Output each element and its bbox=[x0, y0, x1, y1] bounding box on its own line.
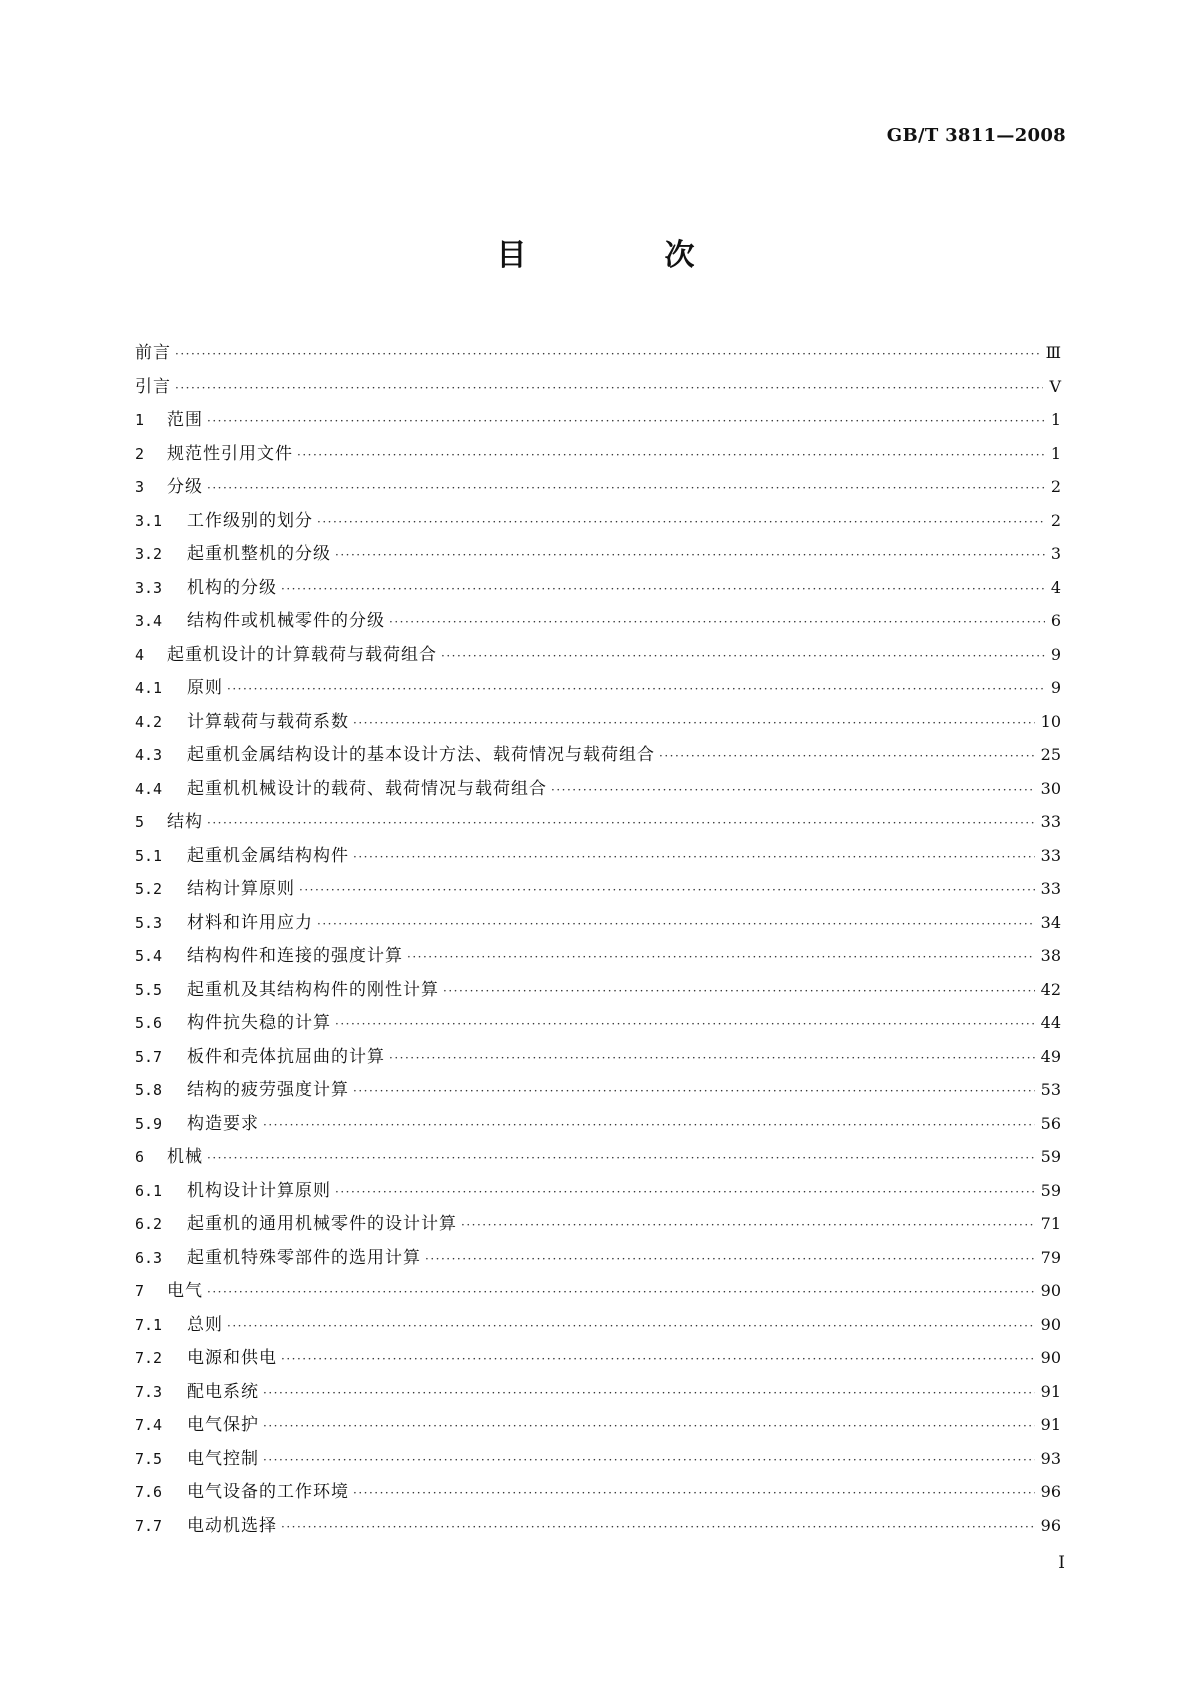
toc-entry[interactable] bbox=[135, 403, 1061, 437]
toc-entry[interactable] bbox=[135, 1442, 1061, 1476]
toc-entry-title: 计算载荷与载荷系数 bbox=[187, 711, 349, 732]
toc-entry-page: 2 bbox=[1050, 477, 1061, 496]
toc-entry[interactable] bbox=[135, 370, 1061, 404]
toc-entry-title: 分级 bbox=[167, 477, 203, 497]
toc-entry[interactable] bbox=[135, 738, 1061, 772]
toc-entry-number: 4.1 bbox=[135, 679, 163, 697]
toc-leader-dots bbox=[353, 1477, 1035, 1511]
toc-entry[interactable] bbox=[135, 705, 1061, 739]
toc-entry-number: 7 bbox=[135, 1282, 145, 1300]
toc-entry-number: 4 bbox=[135, 645, 145, 664]
toc-entry-number: 4.2 bbox=[135, 712, 163, 731]
toc-entry-number: 5.3 bbox=[135, 913, 163, 932]
toc-leader-dots bbox=[659, 740, 1035, 774]
toc-leader-dots bbox=[281, 1511, 1035, 1545]
toc-leader-dots bbox=[335, 1176, 1035, 1210]
toc-entry-number: 7.7 bbox=[135, 1516, 163, 1535]
toc-leader-dots bbox=[281, 1343, 1035, 1377]
toc-entry-page: 79 bbox=[1040, 1247, 1061, 1267]
toc-entry-title: 配电系统 bbox=[187, 1381, 259, 1402]
toc-entry-page: 90 bbox=[1040, 1314, 1061, 1334]
toc-entry-page: 59 bbox=[1040, 1147, 1061, 1166]
toc-leader-dots bbox=[263, 1410, 1035, 1444]
toc-entry-title: 结构构件和连接的强度计算 bbox=[187, 946, 403, 966]
toc-entry[interactable] bbox=[135, 939, 1061, 973]
toc-entry-page: 34 bbox=[1040, 912, 1061, 932]
toc-entry[interactable] bbox=[135, 839, 1061, 873]
toc-entry-number: 7.3 bbox=[135, 1382, 163, 1401]
toc-entry[interactable] bbox=[135, 872, 1061, 906]
toc-entry-title: 电源和供电 bbox=[187, 1348, 277, 1368]
toc-entry-page: 3 bbox=[1050, 544, 1061, 563]
toc-leader-dots bbox=[425, 1243, 1035, 1277]
toc-entry-page: 6 bbox=[1050, 611, 1061, 630]
toc-entry-page: 96 bbox=[1040, 1482, 1061, 1501]
toc-entry[interactable] bbox=[135, 1073, 1061, 1107]
toc-entry[interactable] bbox=[135, 470, 1061, 504]
toc-entry-page: Ⅴ bbox=[1049, 376, 1061, 396]
toc-leader-dots bbox=[317, 908, 1035, 942]
toc-entry-number: 5.5 bbox=[135, 980, 163, 999]
toc-entry[interactable] bbox=[135, 1308, 1061, 1342]
toc-entry[interactable] bbox=[135, 1207, 1061, 1241]
toc-entry-page: 91 bbox=[1040, 1381, 1061, 1401]
toc-entry[interactable] bbox=[135, 1040, 1061, 1074]
toc-leader-dots bbox=[335, 539, 1045, 573]
toc-entry-title: 机械 bbox=[167, 1147, 203, 1167]
toc-entry-title: 电气 bbox=[167, 1281, 203, 1301]
toc-entry-title: 总则 bbox=[187, 1314, 223, 1335]
toc-entry-page: 9 bbox=[1050, 644, 1061, 664]
toc-entry-page: 10 bbox=[1040, 711, 1061, 731]
toc-entry-title: 结构 bbox=[167, 812, 203, 832]
toc-leader-dots bbox=[207, 1276, 1035, 1310]
toc-leader-dots bbox=[263, 1377, 1035, 1411]
toc-leader-dots bbox=[207, 405, 1045, 439]
toc-leader-dots bbox=[263, 1109, 1035, 1143]
toc-entry-title: 起重机金属结构构件 bbox=[187, 845, 349, 866]
toc-entry-page: 1 bbox=[1050, 443, 1061, 463]
toc-entry-page: Ⅲ bbox=[1045, 343, 1061, 362]
toc-entry[interactable] bbox=[135, 1107, 1061, 1141]
toc-entry-page: 90 bbox=[1040, 1281, 1061, 1300]
toc-entry-page: 71 bbox=[1040, 1214, 1061, 1233]
toc-entry-number: 3.3 bbox=[135, 578, 163, 597]
toc-entry-title: 工作级别的划分 bbox=[187, 510, 313, 531]
toc-entry-number: 5.6 bbox=[135, 1014, 163, 1032]
toc-leader-dots bbox=[175, 372, 1043, 406]
toc-entry-page: 25 bbox=[1040, 745, 1061, 764]
toc-entry-page: 93 bbox=[1040, 1448, 1061, 1468]
toc-entry-page: 38 bbox=[1040, 946, 1061, 965]
toc-leader-dots bbox=[353, 1075, 1035, 1109]
toc-entry-title: 电气设备的工作环境 bbox=[187, 1482, 349, 1502]
toc-entry[interactable] bbox=[135, 805, 1061, 839]
toc-leader-dots bbox=[441, 640, 1045, 674]
toc-entry-title: 起重机整机的分级 bbox=[187, 544, 331, 564]
toc-leader-dots bbox=[207, 472, 1045, 506]
toc-entry-number: 7.5 bbox=[135, 1449, 163, 1468]
toc-leader-dots bbox=[551, 774, 1035, 808]
toc-entry-number: 5.9 bbox=[135, 1114, 163, 1133]
toc-entry-title: 材料和许用应力 bbox=[187, 912, 313, 933]
toc-leader-dots bbox=[297, 439, 1045, 473]
toc-entry-number: 5.7 bbox=[135, 1047, 163, 1066]
toc-leader-dots bbox=[389, 1042, 1035, 1076]
toc-entry[interactable] bbox=[135, 1341, 1061, 1375]
toc-entry-page: 33 bbox=[1040, 845, 1061, 865]
toc-entry-page: 2 bbox=[1050, 510, 1061, 530]
toc-leader-dots bbox=[299, 874, 1035, 908]
toc-entry-number: 3.4 bbox=[135, 612, 163, 630]
toc-entry-title: 结构的疲劳强度计算 bbox=[187, 1080, 349, 1100]
toc-entry-title: 起重机设计的计算载荷与载荷组合 bbox=[167, 644, 437, 665]
toc-entry-page: 44 bbox=[1040, 1013, 1061, 1032]
toc-entry-title: 起重机及其结构构件的刚性计算 bbox=[187, 979, 439, 1000]
toc-entry[interactable] bbox=[135, 1006, 1061, 1040]
toc-entry-number: 7.1 bbox=[135, 1315, 163, 1334]
toc-entry[interactable] bbox=[135, 1241, 1061, 1275]
toc-entry-page: 1 bbox=[1050, 410, 1061, 429]
toc-entry-number: 6.2 bbox=[135, 1215, 163, 1233]
standard-code: GB/T 3811—2008 bbox=[886, 125, 1066, 146]
toc-entry-title: 电气保护 bbox=[187, 1415, 259, 1435]
toc-entry-page: 96 bbox=[1040, 1515, 1061, 1535]
toc-entry-title: 起重机的通用机械零件的设计计算 bbox=[187, 1214, 457, 1234]
toc-entry-page: 90 bbox=[1040, 1348, 1061, 1367]
toc-leader-dots bbox=[443, 975, 1035, 1009]
toc-leader-dots bbox=[207, 1142, 1035, 1176]
toc-entry[interactable] bbox=[135, 1375, 1061, 1409]
toc-entry-title: 结构件或机械零件的分级 bbox=[187, 611, 385, 631]
toc-entry-number: 6.3 bbox=[135, 1248, 163, 1267]
toc-leader-dots bbox=[281, 573, 1045, 607]
toc-entry-number: 5.1 bbox=[135, 846, 163, 865]
toc-leader-dots bbox=[389, 606, 1045, 640]
toc-leader-dots bbox=[317, 506, 1045, 540]
toc-entry-number: 2 bbox=[135, 444, 145, 463]
toc-leader-dots bbox=[227, 673, 1045, 707]
toc-entry[interactable] bbox=[135, 1274, 1061, 1308]
toc-leader-dots bbox=[207, 807, 1035, 841]
toc-leader-dots bbox=[353, 707, 1035, 741]
toc-entry[interactable] bbox=[135, 772, 1061, 806]
toc-entry[interactable] bbox=[135, 1475, 1061, 1509]
toc-leader-dots bbox=[461, 1209, 1035, 1243]
toc-entry-title: 起重机机械设计的载荷、载荷情况与载荷组合 bbox=[187, 778, 547, 799]
toc-entry[interactable] bbox=[135, 437, 1061, 471]
toc-entry[interactable] bbox=[135, 973, 1061, 1007]
toc-entry[interactable] bbox=[135, 1174, 1061, 1208]
page-title: 目 次 bbox=[496, 238, 749, 273]
toc-entry[interactable] bbox=[135, 638, 1061, 672]
toc-entry-page: 49 bbox=[1040, 1046, 1061, 1066]
toc-entry-number: 4.3 bbox=[135, 746, 163, 764]
toc-leader-dots bbox=[263, 1444, 1035, 1478]
toc-entry-title: 机构的分级 bbox=[187, 577, 277, 598]
toc-entry-number: 1 bbox=[135, 411, 145, 429]
toc-entry-page: 56 bbox=[1040, 1113, 1061, 1133]
toc-entry-number: 7.6 bbox=[135, 1483, 163, 1501]
toc-entry-number: 3 bbox=[135, 478, 145, 496]
toc-entry-number: 6.1 bbox=[135, 1181, 163, 1200]
toc-entry[interactable] bbox=[135, 336, 1061, 370]
toc-entry-title: 前言 bbox=[135, 343, 171, 363]
toc-leader-dots bbox=[175, 338, 1040, 372]
toc-entry-number: 4.4 bbox=[135, 779, 163, 798]
toc-entry-page: 53 bbox=[1040, 1080, 1061, 1099]
toc-entry-page: 4 bbox=[1050, 577, 1061, 597]
toc-entry-title: 范围 bbox=[167, 410, 203, 430]
toc-leader-dots bbox=[335, 1008, 1035, 1042]
toc-entry-number: 5.4 bbox=[135, 947, 163, 965]
toc-entry-number: 7.2 bbox=[135, 1349, 163, 1367]
toc-entry-number: 7.4 bbox=[135, 1416, 163, 1434]
toc-entry-number: 5 bbox=[135, 813, 145, 831]
toc-leader-dots bbox=[407, 941, 1035, 975]
toc-entry-title: 板件和壳体抗屈曲的计算 bbox=[187, 1046, 385, 1067]
toc-entry-title: 起重机特殊零部件的选用计算 bbox=[187, 1247, 421, 1268]
table-of-contents bbox=[135, 336, 1061, 1542]
toc-entry[interactable] bbox=[135, 1140, 1061, 1174]
toc-entry[interactable] bbox=[135, 604, 1061, 638]
toc-entry-page: 42 bbox=[1040, 979, 1061, 999]
toc-entry-title: 构造要求 bbox=[187, 1113, 259, 1134]
toc-entry-page: 30 bbox=[1040, 778, 1061, 798]
toc-entry-title: 构件抗失稳的计算 bbox=[187, 1013, 331, 1033]
toc-entry[interactable] bbox=[135, 906, 1061, 940]
toc-entry-title: 规范性引用文件 bbox=[167, 443, 293, 464]
toc-entry-number: 5.8 bbox=[135, 1081, 163, 1099]
toc-entry-page: 33 bbox=[1040, 879, 1061, 898]
toc-entry[interactable] bbox=[135, 671, 1061, 705]
toc-entry-page: 33 bbox=[1040, 812, 1061, 831]
toc-entry-title: 原则 bbox=[187, 678, 223, 698]
toc-entry[interactable] bbox=[135, 1408, 1061, 1442]
toc-entry[interactable] bbox=[135, 504, 1061, 538]
toc-entry-title: 引言 bbox=[135, 376, 171, 397]
toc-entry[interactable] bbox=[135, 1509, 1061, 1543]
toc-entry-number: 6 bbox=[135, 1148, 145, 1166]
toc-entry-page: 9 bbox=[1050, 678, 1061, 697]
toc-entry-title: 起重机金属结构设计的基本设计方法、载荷情况与载荷组合 bbox=[187, 745, 655, 765]
toc-entry-title: 电动机选择 bbox=[187, 1515, 277, 1536]
toc-entry-title: 电气控制 bbox=[187, 1448, 259, 1469]
toc-entry-number: 3.1 bbox=[135, 511, 163, 530]
toc-entry-title: 机构设计计算原则 bbox=[187, 1180, 331, 1201]
toc-entry[interactable] bbox=[135, 537, 1061, 571]
toc-leader-dots bbox=[227, 1310, 1035, 1344]
toc-entry-number: 3.2 bbox=[135, 545, 163, 563]
toc-entry-page: 59 bbox=[1040, 1180, 1061, 1200]
page-number: Ⅰ bbox=[1058, 1553, 1065, 1573]
toc-entry[interactable] bbox=[135, 571, 1061, 605]
toc-entry-title: 结构计算原则 bbox=[187, 879, 295, 899]
toc-entry-page: 91 bbox=[1040, 1415, 1061, 1434]
toc-entry-number: 5.2 bbox=[135, 880, 163, 898]
toc-leader-dots bbox=[353, 841, 1035, 875]
